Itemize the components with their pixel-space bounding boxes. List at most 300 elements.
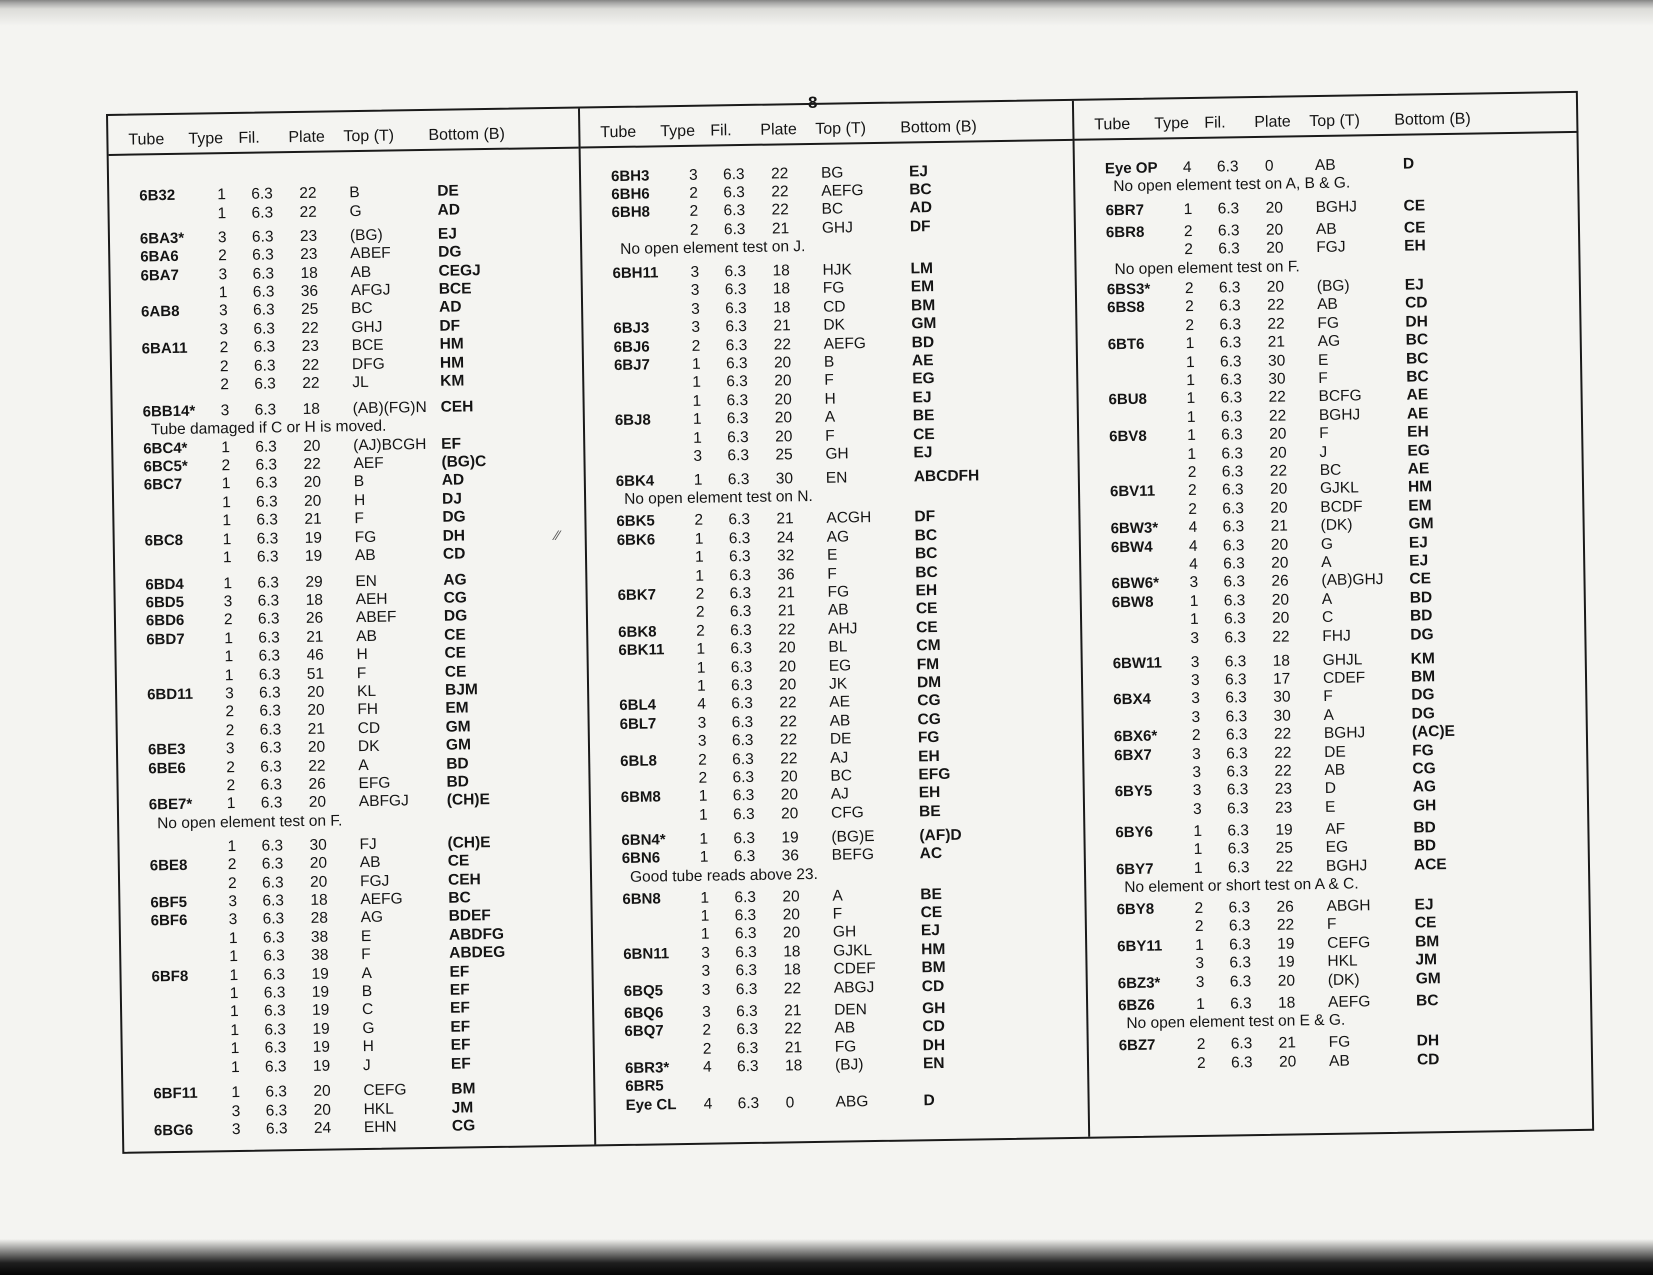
bottom-value: BD bbox=[446, 755, 469, 773]
plate-value: 22 bbox=[778, 621, 796, 639]
table-note: Good tube reads above 23. bbox=[629, 865, 819, 886]
fil-value: 6.3 bbox=[734, 888, 757, 906]
plate-value: 22 bbox=[1269, 462, 1288, 480]
type-value: 1 bbox=[1187, 445, 1197, 463]
bottom-value: BC bbox=[909, 180, 932, 199]
type-value: 3 bbox=[231, 1102, 241, 1120]
fil-value: 6.3 bbox=[1218, 279, 1241, 297]
plate-value: 22 bbox=[773, 335, 792, 354]
top-value: (AJ)BCGH bbox=[353, 435, 427, 454]
plate-value: 24 bbox=[313, 1119, 332, 1138]
type-value: 1 bbox=[229, 1003, 239, 1021]
plate-value: 22 bbox=[770, 164, 789, 183]
fil-value: 6.3 bbox=[735, 943, 757, 962]
fil-value: 6.3 bbox=[1224, 671, 1247, 689]
plate-value: 20 bbox=[1277, 972, 1296, 990]
bottom-value: CEH bbox=[447, 870, 481, 889]
type-value: 1 bbox=[1186, 390, 1196, 408]
tube-name: 6BW4 bbox=[1110, 538, 1153, 556]
type-value: 1 bbox=[1195, 995, 1205, 1013]
type-value: 1 bbox=[231, 1084, 241, 1102]
plate-value: 19 bbox=[781, 829, 799, 847]
fil-value: 6.3 bbox=[1225, 726, 1248, 744]
bottom-value: EF bbox=[449, 962, 470, 981]
top-value: FG bbox=[354, 528, 377, 546]
top-value: EN bbox=[825, 469, 848, 487]
type-value: 3 bbox=[1191, 708, 1201, 726]
tube-name: 6BK6 bbox=[616, 531, 656, 549]
plate-value: 20 bbox=[307, 702, 325, 720]
plate-value: 20 bbox=[780, 805, 799, 823]
top-value: F bbox=[824, 372, 834, 390]
top-value: AB bbox=[1314, 156, 1336, 174]
fil-value: 6.3 bbox=[1226, 744, 1248, 762]
plate-value: 20 bbox=[1265, 199, 1284, 217]
top-value: C bbox=[1321, 608, 1334, 627]
bottom-value: DJ bbox=[441, 490, 463, 508]
tube-name: 6BJ6 bbox=[613, 338, 650, 356]
plate-value: 30 bbox=[1268, 370, 1286, 388]
top-value: E bbox=[1317, 351, 1329, 369]
type-value: 4 bbox=[702, 1058, 712, 1076]
fil-value: 6.3 bbox=[256, 529, 279, 548]
fil-value: 6.3 bbox=[730, 621, 752, 640]
plate-value: 46 bbox=[306, 646, 324, 665]
plate-value: 19 bbox=[311, 1001, 330, 1020]
plate-value: 18 bbox=[783, 961, 801, 979]
page-number: 8 bbox=[808, 93, 818, 112]
type-value: 2 bbox=[219, 339, 229, 357]
top-value: A bbox=[832, 887, 843, 905]
bottom-value: CG bbox=[917, 710, 941, 729]
fil-value: 6.3 bbox=[1228, 917, 1251, 935]
tube-name: 6BK11 bbox=[618, 641, 665, 660]
plate-value: 21 bbox=[1278, 1034, 1297, 1052]
table-row bbox=[586, 465, 1078, 492]
plate-value: 17 bbox=[1272, 670, 1291, 688]
tube-name: Eye CL bbox=[625, 1095, 677, 1114]
type-value: 3 bbox=[217, 228, 227, 247]
bottom-value: EJ bbox=[1404, 276, 1424, 294]
fil-value: 6.3 bbox=[731, 713, 754, 732]
bottom-value: (BG)C bbox=[441, 452, 487, 471]
bottom-value: EH bbox=[918, 784, 941, 802]
type-value: 3 bbox=[1189, 574, 1199, 592]
fil-value: 6.3 bbox=[255, 474, 278, 493]
plate-value: 20 bbox=[313, 1082, 331, 1101]
top-value: BC bbox=[830, 767, 853, 785]
fil-value: 6.3 bbox=[261, 837, 284, 855]
plate-value: 19 bbox=[1277, 953, 1295, 971]
plate-value: 20 bbox=[782, 906, 801, 924]
plate-value: 20 bbox=[303, 492, 322, 510]
plate-value: 18 bbox=[302, 400, 321, 418]
top-value: AJ bbox=[830, 785, 850, 804]
fil-value: 6.3 bbox=[252, 264, 275, 283]
fil-value: 6.3 bbox=[1230, 1035, 1253, 1053]
fil-value: 6.3 bbox=[729, 585, 752, 603]
fil-value: 6.3 bbox=[260, 776, 283, 794]
bottom-value: GM bbox=[1415, 969, 1441, 988]
column-header: Bottom (B) bbox=[428, 125, 505, 144]
bottom-value: GM bbox=[445, 718, 471, 736]
fil-value: 6.3 bbox=[723, 220, 746, 239]
type-value: 2 bbox=[220, 376, 230, 394]
bottom-value: ACE bbox=[1413, 855, 1447, 874]
plate-value: 26 bbox=[308, 775, 326, 793]
plate-value: 38 bbox=[310, 928, 329, 946]
fil-value: 6.3 bbox=[263, 947, 285, 965]
top-value: B bbox=[823, 353, 835, 371]
type-value: 1 bbox=[224, 629, 234, 648]
bottom-value: AG bbox=[443, 571, 467, 589]
bottom-value: CE bbox=[920, 904, 943, 922]
fil-value: 6.3 bbox=[728, 548, 751, 566]
plate-value: 21 bbox=[773, 317, 791, 335]
tube-name: 6BN11 bbox=[623, 945, 670, 963]
top-value: DEN bbox=[834, 1000, 868, 1019]
type-value: 3 bbox=[697, 732, 707, 751]
tube-name: 6BQ5 bbox=[623, 982, 664, 1000]
tube-name: 6BD11 bbox=[146, 685, 194, 704]
plate-value: 20 bbox=[1271, 609, 1290, 627]
fil-value: 6.3 bbox=[1224, 628, 1247, 647]
bottom-value: CD bbox=[922, 1018, 945, 1036]
bottom-value: DG bbox=[442, 508, 466, 526]
type-value: 2 bbox=[226, 777, 236, 795]
tube-name: 6BN6 bbox=[621, 849, 661, 868]
fil-value: 6.3 bbox=[252, 301, 275, 320]
fil-value: 6.3 bbox=[729, 566, 752, 584]
type-value: 1 bbox=[698, 806, 708, 824]
top-value: FG bbox=[1317, 314, 1340, 332]
tube-name: 6BW8 bbox=[1111, 593, 1154, 612]
type-value: 1 bbox=[694, 548, 704, 567]
bottom-value: JM bbox=[451, 1099, 474, 1117]
fil-value: 6.3 bbox=[260, 794, 283, 813]
fil-value: 6.3 bbox=[736, 1039, 759, 1057]
top-value: BEFG bbox=[831, 846, 875, 864]
type-value: 2 bbox=[227, 856, 237, 874]
type-value: 1 bbox=[696, 677, 706, 695]
type-value: 2 bbox=[1185, 298, 1194, 316]
type-value: 1 bbox=[230, 1040, 240, 1058]
fil-value: 6.3 bbox=[1219, 352, 1242, 371]
bottom-value: BC bbox=[1405, 331, 1429, 349]
plate-value: 21 bbox=[306, 628, 324, 646]
fil-value: 6.3 bbox=[253, 338, 276, 356]
bottom-value: DG bbox=[443, 607, 468, 626]
top-value: AE bbox=[829, 693, 851, 712]
fil-value: 6.3 bbox=[1219, 315, 1242, 334]
type-value: 3 bbox=[231, 1121, 241, 1139]
top-value: J bbox=[362, 1056, 371, 1074]
plate-value: 21 bbox=[1267, 333, 1286, 351]
column-header: Top (T) bbox=[343, 127, 395, 146]
bottom-value: DF bbox=[914, 508, 936, 526]
fil-value: 6.3 bbox=[1221, 463, 1244, 481]
top-value: FJ bbox=[359, 835, 377, 853]
type-value: 1 bbox=[218, 284, 228, 302]
bottom-value: EFG bbox=[918, 765, 951, 784]
fil-value: 6.3 bbox=[737, 1094, 760, 1112]
plate-value: 25 bbox=[300, 301, 319, 319]
tube-name: 6BY5 bbox=[1114, 782, 1153, 801]
bottom-value: BCE bbox=[438, 280, 472, 298]
column-header: Fil. bbox=[710, 122, 732, 140]
table-column bbox=[108, 109, 594, 1152]
top-value: BG bbox=[820, 163, 844, 182]
fil-value: 6.3 bbox=[263, 965, 286, 984]
bottom-value: HM bbox=[439, 353, 465, 372]
tube-name: 6BC5* bbox=[143, 457, 188, 476]
top-value: (AB)(FG)N bbox=[352, 398, 427, 417]
bottom-value: EH bbox=[915, 582, 938, 600]
fil-value: 6.3 bbox=[1223, 555, 1245, 573]
plate-value: 19 bbox=[1277, 935, 1295, 953]
bottom-value: EJ bbox=[1408, 533, 1428, 552]
plate-value: 22 bbox=[779, 731, 798, 749]
top-value: DE bbox=[1324, 743, 1346, 761]
plate-value: 22 bbox=[1268, 407, 1287, 425]
tube-name: 6BW11 bbox=[1112, 653, 1163, 672]
top-value: EG bbox=[1325, 838, 1349, 857]
top-value: B bbox=[353, 473, 365, 491]
fil-value: 6.3 bbox=[728, 529, 751, 548]
bottom-value: HM bbox=[439, 335, 464, 353]
bottom-value: CE bbox=[916, 618, 938, 637]
top-value: AB bbox=[827, 601, 849, 620]
tube-name: 6BD5 bbox=[145, 593, 185, 612]
type-value: 2 bbox=[1184, 241, 1194, 259]
type-value: 2 bbox=[694, 512, 704, 530]
type-value: 3 bbox=[228, 911, 238, 929]
tube-name: 6BX4 bbox=[1113, 690, 1151, 709]
plate-value: 22 bbox=[1267, 296, 1285, 315]
top-value: F bbox=[825, 427, 835, 445]
type-value: 2 bbox=[1187, 482, 1197, 500]
fil-value: 6.3 bbox=[263, 984, 286, 1002]
scan-edge-top bbox=[0, 0, 1653, 26]
bottom-value: BM bbox=[1415, 933, 1440, 951]
top-value: CD bbox=[357, 719, 381, 737]
top-value: F bbox=[1326, 916, 1337, 934]
type-value: 2 bbox=[1187, 463, 1197, 482]
top-value: H bbox=[356, 646, 368, 664]
bottom-value: CE bbox=[913, 425, 935, 444]
fil-value: 6.3 bbox=[254, 375, 276, 393]
type-value: 1 bbox=[227, 837, 237, 855]
plate-value: 18 bbox=[772, 280, 791, 299]
type-value: 2 bbox=[689, 203, 699, 221]
top-value: ABGH bbox=[1326, 897, 1371, 916]
plate-value: 0 bbox=[785, 1094, 795, 1112]
top-value: AEFG bbox=[360, 890, 403, 909]
bottom-value: GM bbox=[911, 315, 937, 333]
fil-value: 6.3 bbox=[1227, 840, 1250, 858]
type-value: 1 bbox=[1186, 371, 1196, 390]
top-value: AHJ bbox=[828, 620, 858, 638]
fil-value: 6.3 bbox=[1229, 972, 1252, 991]
plate-value: 19 bbox=[311, 965, 329, 983]
type-value: 1 bbox=[223, 574, 233, 592]
plate-value: 25 bbox=[1275, 839, 1294, 857]
top-value: F bbox=[354, 510, 364, 528]
top-value: FH bbox=[357, 701, 379, 719]
plate-value: 20 bbox=[313, 1101, 332, 1119]
bottom-value: EH bbox=[1407, 423, 1429, 441]
plate-value: 20 bbox=[773, 354, 792, 372]
tube-name: 6BF11 bbox=[153, 1085, 198, 1103]
fil-value: 6.3 bbox=[1221, 481, 1244, 499]
tube-name: 6BZ6 bbox=[1117, 996, 1155, 1014]
type-value: 1 bbox=[222, 512, 232, 530]
type-value: 3 bbox=[228, 893, 238, 911]
plate-value: 36 bbox=[300, 282, 319, 300]
type-value: 1 bbox=[1193, 859, 1203, 877]
type-value: 1 bbox=[228, 929, 238, 947]
type-value: 4 bbox=[1189, 555, 1198, 574]
bottom-value: EJ bbox=[913, 444, 933, 462]
top-value: ABGJ bbox=[833, 978, 875, 997]
tube-name: 6BR7 bbox=[1105, 201, 1145, 220]
top-value: AB bbox=[354, 546, 376, 565]
tube-name: 6BF6 bbox=[150, 912, 188, 930]
fil-value: 6.3 bbox=[1218, 240, 1240, 258]
top-value: AF bbox=[1325, 820, 1346, 838]
type-value: 3 bbox=[1192, 745, 1201, 763]
fil-value: 6.3 bbox=[1227, 821, 1250, 840]
fil-value: 6.3 bbox=[262, 910, 285, 929]
bottom-value: FG bbox=[1412, 741, 1434, 760]
bottom-value: CE bbox=[915, 600, 938, 618]
table-note: No open element test on N. bbox=[623, 488, 813, 509]
type-value: 3 bbox=[218, 302, 228, 320]
type-value: 2 bbox=[1194, 918, 1204, 936]
type-value: 1 bbox=[693, 471, 703, 489]
bottom-value: CE bbox=[1403, 219, 1426, 237]
top-value: DK bbox=[823, 316, 846, 335]
top-value: B bbox=[349, 184, 360, 202]
tube-name: 6BE3 bbox=[147, 741, 186, 759]
column-header: Plate bbox=[1254, 113, 1291, 131]
fil-value: 6.3 bbox=[730, 658, 753, 676]
type-value: 2 bbox=[1191, 726, 1201, 745]
type-value: 2 bbox=[702, 1040, 712, 1058]
bottom-value: DH bbox=[1405, 313, 1428, 331]
plate-value: 22 bbox=[301, 319, 319, 337]
top-value: H bbox=[824, 390, 836, 408]
bottom-value: BD bbox=[446, 773, 470, 791]
tube-name: 6BE8 bbox=[149, 857, 188, 875]
top-value: AB bbox=[829, 712, 851, 730]
plate-value: 20 bbox=[1265, 221, 1284, 239]
column-header: Type bbox=[660, 122, 696, 141]
tube-name: 6BC4* bbox=[143, 439, 188, 457]
column-header: Top (T) bbox=[815, 120, 867, 138]
bottom-value: EJ bbox=[1414, 896, 1434, 914]
top-value: ABEF bbox=[350, 244, 391, 263]
column-header: Fil. bbox=[1204, 114, 1226, 132]
top-value: F bbox=[1319, 425, 1329, 443]
type-value: 1 bbox=[700, 907, 710, 925]
top-value: AB bbox=[350, 263, 372, 281]
top-value: AB bbox=[1324, 761, 1346, 779]
fil-value: 6.3 bbox=[729, 603, 752, 621]
plate-value: 18 bbox=[772, 299, 791, 317]
table-note: Tube damaged if C or H is moved. bbox=[150, 417, 387, 439]
fil-value: 6.3 bbox=[736, 1057, 759, 1076]
type-value: 2 bbox=[689, 184, 699, 202]
tube-name: 6BE6 bbox=[148, 759, 186, 778]
top-value: ABEF bbox=[355, 608, 397, 627]
bottom-value: EH bbox=[918, 747, 940, 765]
fil-value: 6.3 bbox=[726, 373, 748, 391]
plate-value: 18 bbox=[1272, 651, 1291, 670]
top-value: CFG bbox=[830, 804, 864, 822]
bottom-value: EJ bbox=[1409, 552, 1429, 570]
plate-value: 20 bbox=[774, 409, 793, 427]
bottom-value: AE bbox=[1407, 460, 1430, 478]
fil-value: 6.3 bbox=[732, 750, 754, 768]
top-value: FG bbox=[827, 583, 850, 601]
bottom-value: EJ bbox=[920, 922, 941, 940]
plate-value: 22 bbox=[1274, 743, 1292, 762]
bottom-value: BC bbox=[1405, 349, 1429, 368]
top-value: CDEF bbox=[833, 960, 876, 978]
plate-value: 21 bbox=[777, 584, 795, 602]
top-value: FG bbox=[822, 279, 845, 298]
fil-value: 6.3 bbox=[264, 1039, 287, 1057]
tube-name: 6BF8 bbox=[151, 967, 189, 985]
bottom-value: (AC)E bbox=[1411, 722, 1456, 741]
type-value: 1 bbox=[692, 410, 702, 429]
fil-value: 6.3 bbox=[255, 437, 277, 456]
tube-name: 6BR5 bbox=[625, 1077, 664, 1096]
bottom-value: CM bbox=[916, 637, 941, 655]
plate-value: 20 bbox=[1271, 591, 1290, 609]
plate-value: 29 bbox=[305, 573, 323, 591]
plate-value: 32 bbox=[776, 547, 795, 565]
fil-value: 6.3 bbox=[1221, 426, 1243, 444]
fil-value: 6.3 bbox=[727, 428, 749, 446]
tube-name: 6BD4 bbox=[145, 575, 184, 594]
fil-value: 6.3 bbox=[1222, 499, 1245, 518]
fil-value: 6.3 bbox=[256, 511, 279, 529]
tube-name: 6AB8 bbox=[140, 303, 180, 321]
bottom-value: CG bbox=[1412, 760, 1436, 778]
fil-value: 6.3 bbox=[255, 456, 278, 474]
plate-value: 26 bbox=[305, 610, 324, 628]
top-value: EN bbox=[355, 572, 378, 590]
plate-value: 21 bbox=[784, 1038, 803, 1056]
type-value: 1 bbox=[1185, 353, 1195, 371]
fil-value: 6.3 bbox=[1227, 858, 1250, 877]
fil-value: 6.3 bbox=[252, 246, 274, 264]
type-value: 4 bbox=[703, 1095, 713, 1113]
top-value: (BJ) bbox=[834, 1056, 864, 1074]
plate-value: 20 bbox=[1278, 1053, 1297, 1071]
fil-value: 6.3 bbox=[722, 165, 745, 183]
top-value: G bbox=[349, 202, 362, 221]
top-value: H bbox=[353, 491, 366, 509]
type-value: 1 bbox=[221, 438, 231, 456]
column-header: Type bbox=[1154, 114, 1190, 133]
bottom-value: KM bbox=[1410, 649, 1435, 668]
fil-value: 6.3 bbox=[1225, 689, 1248, 707]
plate-value: 22 bbox=[784, 1020, 802, 1038]
plate-value: 19 bbox=[312, 1038, 331, 1057]
